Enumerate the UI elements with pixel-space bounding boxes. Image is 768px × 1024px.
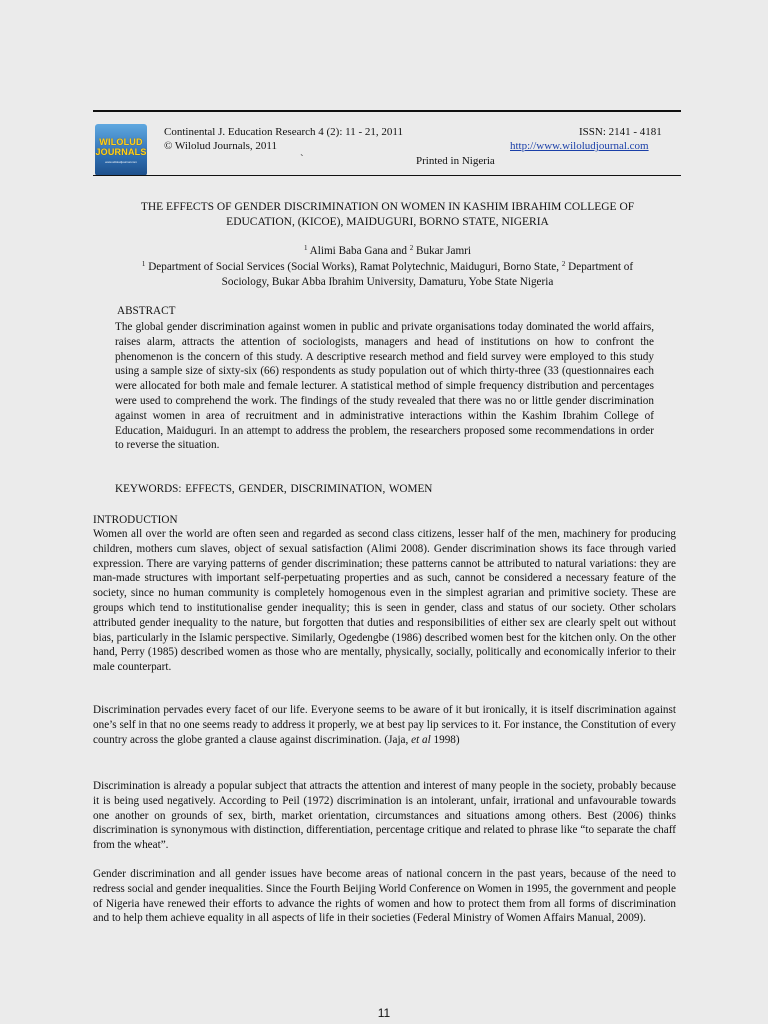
wilolud-journals-logo xyxy=(95,124,147,176)
paper-title-line2: EDUCATION, (KICOE), MAIDUGURI, BORNO STATE, NIGERIA xyxy=(226,216,549,228)
author-2: Bukar Jamri xyxy=(416,245,472,257)
intro-paragraph-2 xyxy=(93,703,676,747)
affiliation-superscript-1: 1 xyxy=(141,260,146,268)
intro-paragraph-3: Discrimination is already a popular subject that attracts the attention and interest of many people in the society, probably because it is being used negatively. According to Peil (1972) discrimination is an intolerant, unfair, irrational and unfavourable towards one another on grounds of sex, birth, market orientation, circumstances and situations among others. Best (2006) thinks discrimination is synonymous with distinction, differentiation, percentage critique and related to phrase like “to separate the chaff from the wheat”. xyxy=(93,780,676,852)
logo-text-line1: WILOLUD xyxy=(99,136,143,147)
journal-issn: ISSN: 2141 - 4181 xyxy=(579,126,662,138)
intro-paragraph-4: Gender discrimination and all gender issues have become areas of national concern in the past years, because of the need to redress social and gender inequalities. Since the Fourth Beijing World Conference on Women in 1995, the government and people of Nigeria have renewed their efforts to advance the rights of women and how to protect them from all forms of discrimination and to help them achieve equality in all aspects of life in their societies (Federal Ministry of Women Affairs Manual, 2009). xyxy=(93,868,676,925)
header-bottom-rule xyxy=(93,175,681,176)
author-superscript-1: 1 xyxy=(303,244,308,252)
keywords: KEYWORDS: EFFECTS, GENDER, DISCRIMINATION, WOMEN xyxy=(115,483,433,495)
abstract-body: The global gender discrimination against women in public and private organisations today dominated the world affairs, raises alarm, attracts the attention of sociologists, managers and head of institutions on how to confront the phenomenon is the concern of this study. A descriptive research method and field survey were employed to this study using a sample size of sixty-six (66) respondents as study population out of which thirty-three (33 (questionnaires each were allocated for both male and female lecturer. A statistical method of simple frequency distribution and percentages were used to comprehend the work. The findings of the study revealed that there was no or little gender discrimination against women in area of recruitment and in administrative interactions within the Kashim Ibrahim College of Education, Maiduguri. In an attempt to address the problem, the researchers proposed some recommendations in order to reverse the situation. xyxy=(115,321,654,452)
introduction-heading: INTRODUCTION xyxy=(93,514,178,526)
journal-url[interactable]: http://www.wiloludjournal.com xyxy=(510,140,649,152)
header-top-rule xyxy=(93,110,681,112)
header-backtick: ` xyxy=(300,153,304,165)
affiliation-2-start: Department of xyxy=(568,261,634,273)
abstract-heading: ABSTRACT xyxy=(117,305,176,317)
journal-citation: Continental J. Education Research 4 (2): 11 - 21, 2011 xyxy=(164,126,403,138)
logo-text-line3: www.wiloludjournal.com xyxy=(105,159,137,164)
logo-text-line2: JOURNALS xyxy=(95,146,147,157)
affiliation-1: Department of Social Services (Social Works), Ramat Polytechnic, Maiduguri, Borno State, xyxy=(148,261,560,273)
intro-paragraph-2-italic: et al xyxy=(411,733,431,746)
paper-title xyxy=(100,200,675,230)
affiliation-superscript-2: 2 xyxy=(561,260,566,268)
affiliation-2-rest: Sociology, Bukar Abba Ibrahim University, Damaturu, Yobe State Nigeria xyxy=(221,276,554,288)
author-affiliations xyxy=(95,260,680,290)
paper-authors xyxy=(100,244,675,258)
author-1: Alimi Baba Gana and xyxy=(309,245,407,257)
journal-url-link[interactable] xyxy=(510,140,649,153)
journal-copyright: © Wilolud Journals, 2011 xyxy=(164,140,278,152)
printed-in: Printed in Nigeria xyxy=(416,155,495,167)
intro-paragraph-1: Women all over the world are often seen and regarded as second class citizens, lesser half of the men, machinery for producing children, mothers cum slaves, object of sexual satisfaction (Alimi 2008). Gender discrimination shows its face through varied expression. There are varying patterns of gender discrimination; these patterns cannot be attributed to natural variations: they are man-made structures with important self-perpetuating properties and as such, cannot be considered a necessary feature of the society, since no human community is completely homogenous even in the simplest agrarian and primitive society. These are groups which tend to institutionalise gender inequality; this is seen in gender, class and status of our society. Other scholars attributed gender inequality to the nature, but forgotten that duties and responsibilities of either sex are clearly spelt out without bias, particularly in the Islamic perspective. Similarly, Ogedengbe (1986) described women best for the kitchen only. On the other hand, Perry (1985) described women as those who are mentally, physically, socially, politically and economically inferior to their male counterpart. xyxy=(93,528,676,674)
intro-paragraph-2-text: Discrimination pervades every facet of our life. Everyone seems to be aware of it but ironically, it is itself discrimination against one’s self in that no one seems ready to address it properly, we at best pay lip services to it. For instance, the Constitution of every country across the globe granted a clause against discrimination. (Jaja, xyxy=(93,704,676,746)
intro-paragraph-2-end: 1998) xyxy=(433,733,460,746)
page-number: 11 xyxy=(377,1006,391,1020)
paper-title-line1: THE EFFECTS OF GENDER DISCRIMINATION ON WOMEN IN KASHIM IBRAHIM COLLEGE OF xyxy=(140,201,635,213)
author-superscript-2: 2 xyxy=(409,244,414,252)
